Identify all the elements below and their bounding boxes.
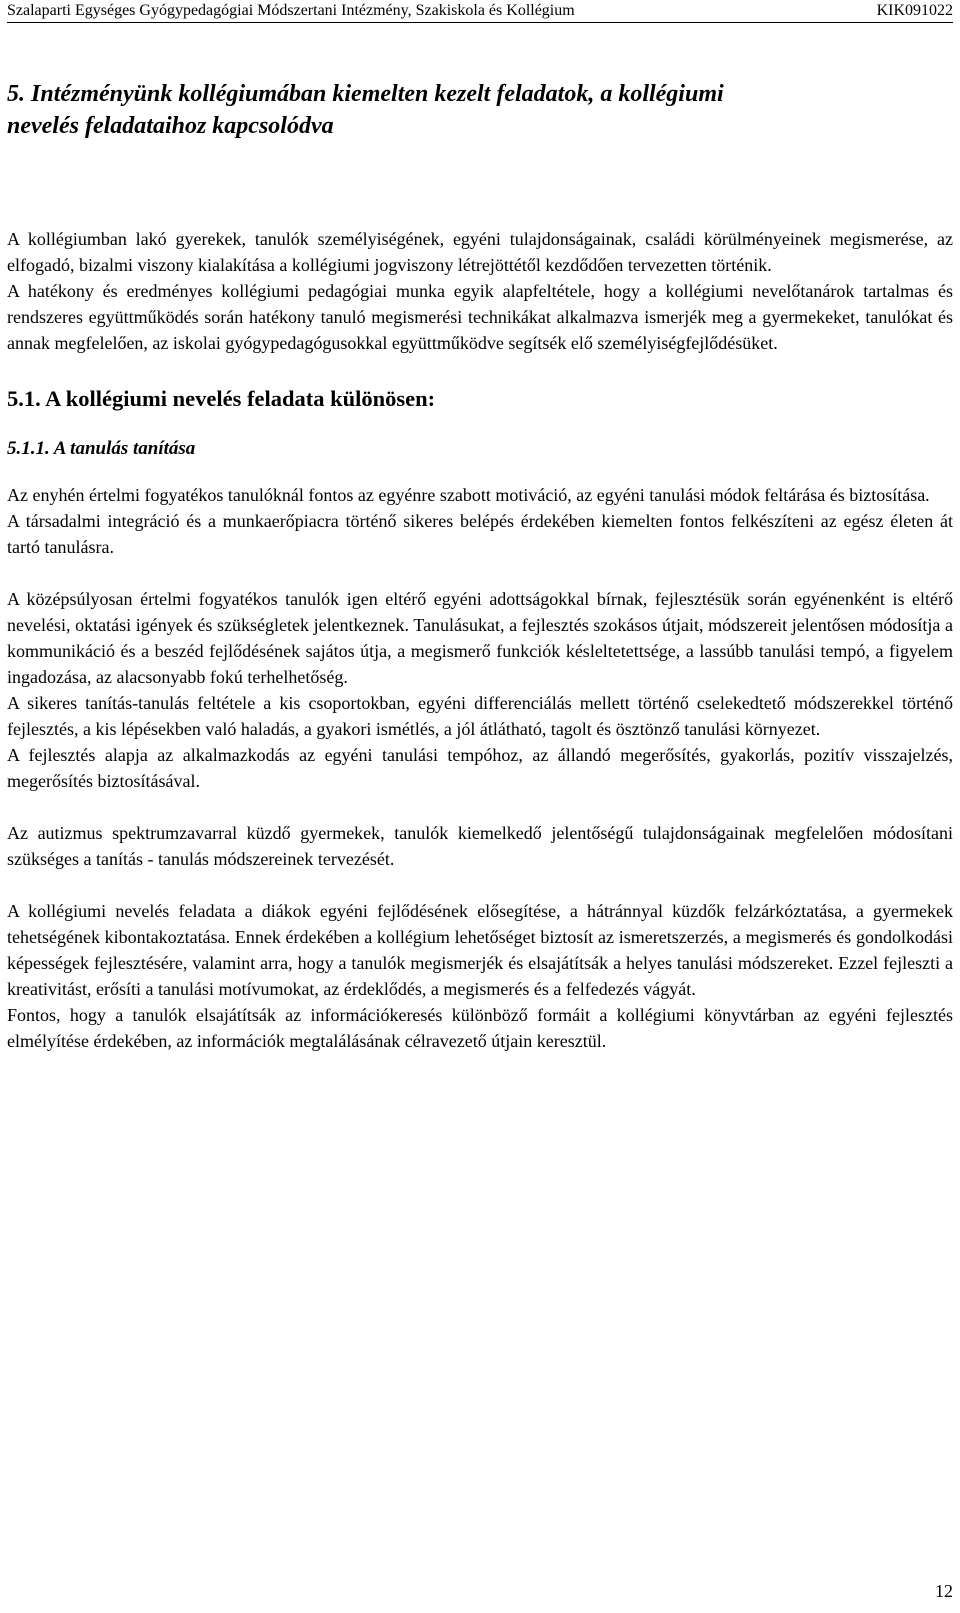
section-5-1-1-paragraph-3: A középsúlyosan értelmi fogyatékos tanulók igen eltérő egyéni adottságokkal bírnak, fejlesztésük során egyénenként is eltérő nevelési, oktatási igények és szükségletek jelentkeznek. Tanulásukat, a fejlesztés szokásos útjait, módszereit jelentősen módosítja a kommunikáció és a beszéd fejlődésének sajátos útja, a megismerő funkciók késleltetettsége, a lassúbb tanulási tempó, a figyelem ingadozása, az alacsonyabb fokú terhelhetőség. bbox=[7, 589, 953, 687]
section-5-1-1-paragraph-1: Az enyhén értelmi fogyatékos tanulóknál fontos az egyénre szabott motiváció, az egyéni tanulási módok feltárása és biztosítása. bbox=[7, 485, 930, 505]
header-institution: Szalaparti Egységes Gyógypedagógiai Módszertani Intézmény, Szakiskola és Kollégium bbox=[7, 2, 575, 19]
section-5-1-1-paragraph-5: A fejlesztés alapja az alkalmazkodás az egyéni tanulási tempóhoz, az állandó megerősítés, gyakorlás, pozitív visszajelzés, megerősítés biztosításával. bbox=[7, 745, 953, 791]
section-5-1-1-paragraph-2: A társadalmi integráció és a munkaerőpiacra történő sikeres belépés érdekében kiemelten fontos felkészíteni az egész életen át tartó tanulásra. bbox=[7, 511, 953, 557]
section-5-paragraph-1: A kollégiumban lakó gyerekek, tanulók személyiségének, egyéni tulajdonságainak, családi körülményeinek megismerése, az elfogadó, bizalmi viszony kialakítása a kollégiumi jogviszony létrejöttétől kezdődően tervezetten történik. bbox=[7, 229, 953, 275]
section-5-title-line2: nevelés feladataihoz kapcsolódva bbox=[7, 113, 334, 139]
page-number: 12 bbox=[935, 1581, 953, 1601]
section-5-paragraph-2: A hatékony és eredményes kollégiumi pedagógiai munka egyik alapfeltétele, hogy a kollégiumi nevelőtanárok tartalmas és rendszeres együttműködés során hatékony tanuló megismerési technikákat alkalmazva ismerjék meg a gyermekeket, tanulókat és annak megfelelően, az iskolai gyógypedagógusokkal együttműködve segítsék elő személyiségfejlődésüket. bbox=[7, 281, 953, 353]
section-5-1-1-paragraph-6: Az autizmus spektrumzavarral küzdő gyermekek, tanulók kiemelkedő jelentőségű tulajdonságainak megfelelően módosítani szükséges a tanítás - tanulás módszereinek tervezését. bbox=[7, 823, 953, 869]
section-5-title-line1: 5. Intézményünk kollégiumában kiemelten kezelt feladatok, a kollégiumi bbox=[7, 81, 724, 107]
page-header bbox=[7, 0, 953, 22]
section-5-1-1-paragraph-4: A sikeres tanítás-tanulás feltétele a kis csoportokban, egyéni differenciálás mellett történő cselekedtető módszerekkel történő fejlesztés, a kis lépésekben való haladás, a gyakori ismétlés, a jól átlátható, tagolt és ösztönző tanulási környezet. bbox=[7, 693, 953, 739]
section-5-1-1-title: 5.1.1. A tanulás tanítása bbox=[7, 438, 196, 459]
section-5-1-1-paragraph-8: Fontos, hogy a tanulók elsajátítsák az információkeresés különböző formáit a kollégiumi könyvtárban az egyéni fejlesztés elmélyítése érdekében, az információk megtalálásának célravezető útjain keresztül. bbox=[7, 1005, 953, 1051]
section-5-1-1-paragraph-7: A kollégiumi nevelés feladata a diákok egyéni fejlődésének elősegítése, a hátránnyal küzdők felzárkóztatása, a gyermekek tehetségének kibontakoztatása. Ennek érdekében a kollégium lehetőséget biztosít az ismeretszerzés, a megismerés és gondolkodási képességek fejlesztésére, valamint arra, hogy a tanulók megismerjék és elsajátítsák a helyes tanulási módszereket. Ezzel fejleszti a kreativitást, erősíti a tanulási motívumokat, az érdeklődés, a megismerés és a felfedezés vágyát. bbox=[7, 901, 953, 999]
section-5-title bbox=[7, 78, 953, 142]
section-5-1-title: 5.1. A kollégiumi nevelés feladata különösen: bbox=[7, 386, 436, 411]
header-divider bbox=[7, 22, 953, 23]
document-body bbox=[7, 78, 953, 1054]
header-code: KIK091022 bbox=[876, 2, 953, 19]
